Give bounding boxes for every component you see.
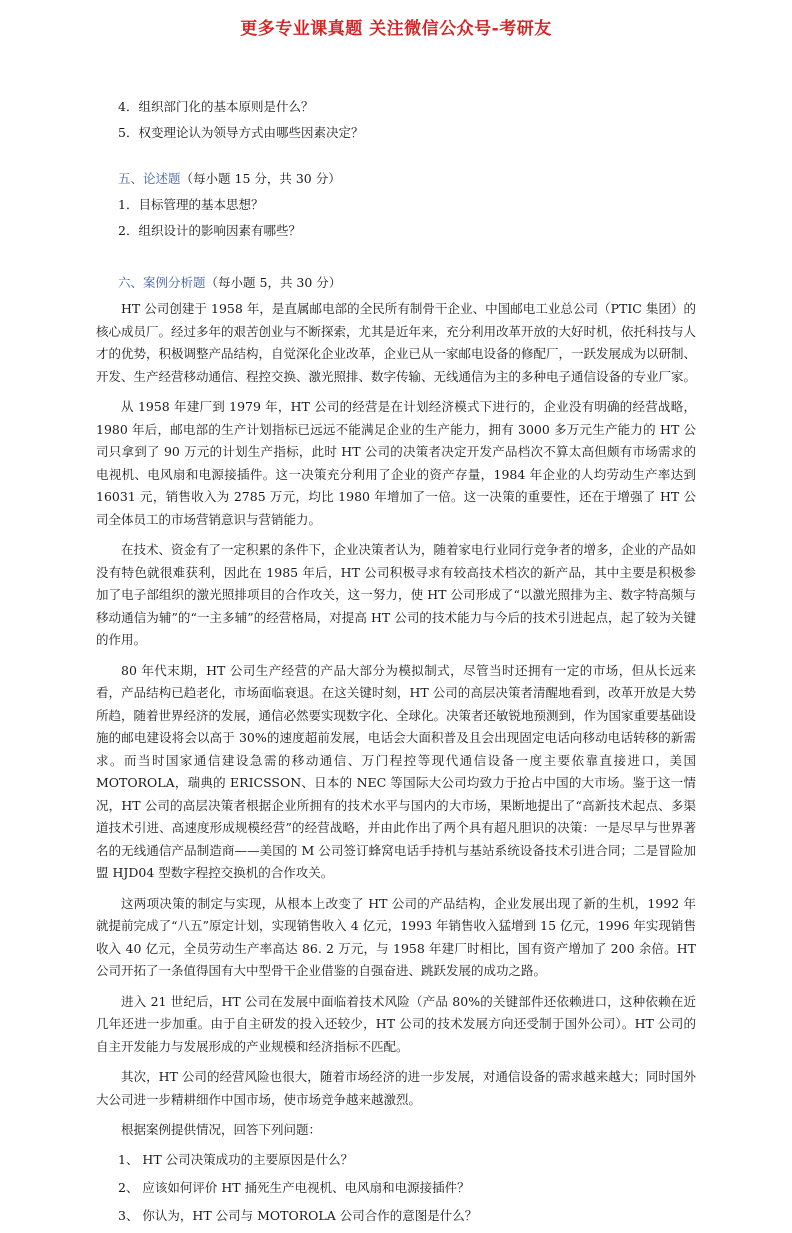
section-6-note: （每小题 5，共 30 分）: [205, 275, 342, 290]
truncated-text-line: [120, 1052, 696, 1060]
section-5-item-1: 1．目标管理的基本思想？: [118, 197, 264, 212]
document-page: [96, 96, 696, 1233]
section-5-title: 五、论述题: [118, 171, 181, 186]
page-header-banner: 更多专业课真题 关注微信公众号-考研友: [240, 19, 552, 39]
section-5-heading: [118, 168, 696, 190]
case-paragraph-3: 在技术、资金有了一定积累的条件下，企业决策者认为，随着家电行业同行竞争者的增多，企业的产品如没有特色就很难获利，因此在 1985 年后，HT 公司积极寻求有较高技术档次的新产品，其中主要是积极参加了电子部组织的激光照排项目的合作攻关，这一努力，使 HT 公司形成了“以激光照排为主、数字特高频与移动通信为辅”的“一主多辅”的经营格局，对提高 HT 公司的技术能力与今后的技术引进起点，起了较为关键的作用。: [96, 542, 697, 647]
case-question-2: 2、 应该如何评价 HT 捅死生产电视机、电风扇和电源接插件？: [118, 1180, 470, 1195]
question-5: 5．权变理论认为领导方式由哪些因素决定？: [118, 125, 364, 140]
case-paragraph-4: 80 年代末期，HT 公司生产经营的产品大部分为模拟制式，尽管当时还拥有一定的市场，但从长远来看，产品结构已趋老化，市场面临衰退。在这关键时刻，HT 公司的高层决策者清醒地看到，改革开放是大势所趋，随着世界经济的发展，通信必然要实现数字化、全球化。决策者还敏锐地预测到，作为国家重要基础设施的邮电建设将会以高于 30%的速度超前发展，电话会大面积普及且会出现固定电话向移动电话转移的新需求。而当时国家通信建设急需的移动通信、万门程控等现代通信设备一度主要依靠直接进口，美国 MOTOROLA，瑞典的 ERICSSON、日本的 NEC 等国际大公司均致力于抢占中国的大市场。鉴于这一情况，HT 公司的高层决策者根据企业所拥有的技术水平与国内的大市场，果断地提出了“高新技术起点、多渠道技术引进、高速度形成规模经营”的经营战略，并由此作出了两个具有超凡胆识的决策：一是尽早与世界著名的无线通信产品制造商——美国的 M 公司签订蜂窝电话手持机与基站系统设备技术引进合同；二是冒险加盟 HJD04 型数字程控交换机的合作攻关。: [96, 662, 697, 880]
case-question-3: 3、 你认为，HT 公司与 MOTOROLA 公司合作的意图是什么？: [118, 1208, 478, 1223]
case-paragraph-2: 从 1958 年建厂到 1979 年，HT 公司的经营是在计划经济模式下进行的，企业没有明确的经营战略，1980 年后，邮电部的生产计划指标已远远不能满足企业的生产能力，拥有 3000 多万元生产能力的 HT 公司只拿到了 90 万元的计划生产指标，此时 HT 公司的决策者决定开发产品档次不算太高但颇有市场需求的电视机、电风扇和电源接插件。这一决策充分利用了企业的资产存量，1984 年企业的人均劳动生产率达到 16031 元，销售收入为 2785 万元，均比 1980 年增加了一倍。这一决策的重要性，还在于增强了 HT 公司全体员工的市场营销意识与营销能力。: [96, 399, 696, 527]
section-5-note: （每小题 15 分，共 30 分）: [180, 171, 341, 186]
section-6-title: 六、案例分析题: [118, 275, 206, 290]
questions-lead: 根据案例提供情况，回答下列问题：: [121, 1122, 322, 1137]
case-paragraph-6: 进入 21 世纪后，HT 公司在发展中面临着技术风险（产品 80%的关键部件还依赖进口，这种依赖在近几年还进一步加重。由于自主研发的投入还较少，HT 公司的技术发展方向还受制于国外公司）。HT 公司的自主开发能力与发展形成的产业规模和经济指标不匹配。: [96, 993, 696, 1054]
section-6-heading: [118, 272, 696, 294]
case-paragraph-1: HT 公司创建于 1958 年，是直属邮电部的全民所有制骨干企业、中国邮电工业总公司（PTIC 集团）的核心成员厂。经过多年的艰苦创业与不断探索，尤其是近年来，充分利用改革开放的大好时机，依托科技与人才的优势，积极调整产品结构，自觉深化企业改革，企业已从一家邮电设备的修配厂，一跃发展成为以研制、开发、生产经营移动通信、程控交换、激光照排、数字传输、无线通信为主的多种电子通信设备的专业厂家。: [96, 301, 697, 384]
case-paragraph-7: 其次，HT 公司的经营风险也很大，随着市场经济的进一步发展，对通信设备的需求越来越大；同时国外大公司进一步精耕细作中国市场，使市场竞争越来越激烈。: [96, 1069, 696, 1107]
section-5-item-2: 2．组织设计的影响因素有哪些？: [118, 223, 301, 238]
question-4: 4．组织部门化的基本原则是什么？: [118, 99, 314, 114]
case-paragraph-5: 这两项决策的制定与实现，从根本上改变了 HT 公司的产品结构，企业发展出现了新的生机，1992 年就提前完成了“八五”原定计划，实现销售收入 4 亿元，1993 年销售收入猛增到 15 亿元，1996 年实现销售收入 40 亿元，全员劳动生产率高达 86. 2 万元，与 1958 年建厂时相比，国有资产增加了 200 余倍。HT 公司开拓了一条值得国有大中型骨干企业借鉴的自强奋进、跳跃发展的成功之路。: [96, 895, 696, 978]
case-question-1: 1、 HT 公司决策成功的主要原因是什么？: [118, 1152, 354, 1167]
